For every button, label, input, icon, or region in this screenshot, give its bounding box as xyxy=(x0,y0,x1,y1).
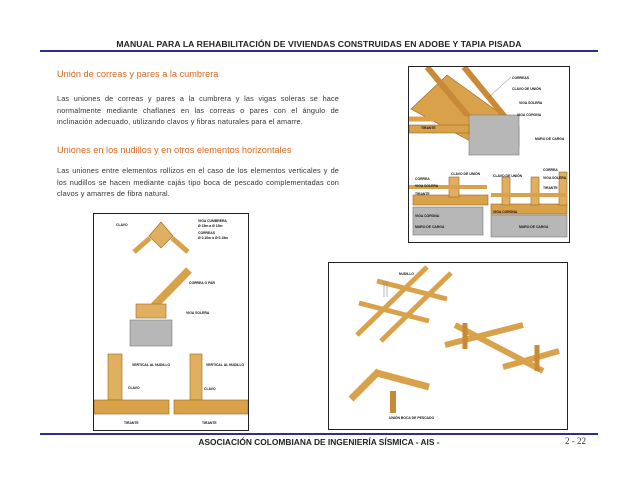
label-viga-corona2: VIGA CORONA xyxy=(415,214,440,218)
label-clavo-2: CLAVO xyxy=(128,386,140,390)
label-clavo: CLAVO xyxy=(116,223,128,227)
label-tirante-2: TIRANTE xyxy=(202,421,217,425)
header-rule xyxy=(40,50,598,52)
label-clavo-union: CLAVO DE UNIÓN xyxy=(512,87,542,91)
label-correas: CORREAS xyxy=(198,231,215,235)
label-viga-solera3: VIGA SOLERA xyxy=(543,176,567,180)
label-correas-dim: Ø 0.10m a Ø 0.15m xyxy=(198,236,229,240)
page-number: 2 - 22 xyxy=(565,436,586,446)
label-viga-corona: VIGA CORONA xyxy=(517,113,542,117)
label-tirante2: TIRANTE xyxy=(415,192,430,196)
figure-cumbrera-drawing xyxy=(94,214,248,430)
label-union: UNIÓN BOCA DE PESCADO xyxy=(389,416,435,420)
figure-cumbrera-joints xyxy=(93,213,249,431)
label-tirante-1: TIRANTE xyxy=(124,421,139,425)
label-muro-carga: MURO DE CARGA xyxy=(535,137,565,141)
label-correa: CORREA xyxy=(415,177,430,181)
section-heading-cumbrera: Unión de correas y pares a la cumbrera xyxy=(57,69,219,79)
label-clavo-3: CLAVO xyxy=(204,387,216,391)
label-correa2: CORREA xyxy=(543,168,558,172)
footer-rule xyxy=(40,433,598,435)
label-tirante: TIRANTE xyxy=(421,126,436,130)
label-correa-o-par: CORREA O PAR xyxy=(189,281,215,285)
label-muro-carga3: MURO DE CARGA xyxy=(519,225,549,229)
label-correas: CORREAS xyxy=(512,76,529,80)
label-nudillo: NUDILLO xyxy=(399,272,415,276)
section-heading-nudillos: Uniones en los nudillos y en otros elementos horizontales xyxy=(57,145,292,155)
label-viga-solera: VIGA SOLERA xyxy=(519,101,543,105)
label-tirante3: TIRANTE xyxy=(543,186,558,190)
label-viga-cumbrera: VIGA CUMBRERA xyxy=(198,219,227,223)
label-clavo-union2: CLAVO DE UNIÓN xyxy=(451,172,481,176)
section-body-cumbrera: Las uniones de correas y pares a la cumbrera y las vigas soleras se hace normalmente mediante chaflanes en las correas o pares con el ángulo de inclinación adecuado, utilizando clavos y fibras naturales para el amarre. xyxy=(57,94,339,126)
label-viga-solera: VIGA SOLERA xyxy=(186,311,210,315)
figure-roof-joints-drawing xyxy=(409,67,569,242)
page-header: MANUAL PARA LA REHABILITACIÓN DE VIVIENDAS CONSTRUIDAS EN ADOBE Y TAPIA PISADA xyxy=(116,39,522,49)
label-clavo-union3: CLAVO DE UNIÓN xyxy=(493,174,523,178)
page-footer: ASOCIACIÓN COLOMBIANA DE INGENIERÍA SÍSMICA - AIS - xyxy=(198,437,440,447)
figure-nudillo-drawing xyxy=(329,263,567,429)
label-muro-carga2: MURO DE CARGA xyxy=(415,225,445,229)
label-viga-corona3: VIGA CORONA xyxy=(493,210,518,214)
label-vertical-nudillo-1: VERTICAL AL NUDILLO xyxy=(132,363,171,367)
figure-roof-joints xyxy=(408,66,570,243)
label-vertical-nudillo-2: VERTICAL AL NUDILLO xyxy=(206,363,245,367)
figure-nudillo-joints xyxy=(328,262,568,430)
label-viga-cumbrera-dim: Ø 15m a Ø 15m xyxy=(198,224,223,228)
label-viga-solera2: VIGA SOLERA xyxy=(415,184,439,188)
section-body-nudillos: Las uniones entre elementos rollizos en el caso de los elementos verticales y de los nudillos se hacen mediante cajás tipo boca de pescado complementadas con clavos y amarres de fibra natural. xyxy=(57,166,339,198)
